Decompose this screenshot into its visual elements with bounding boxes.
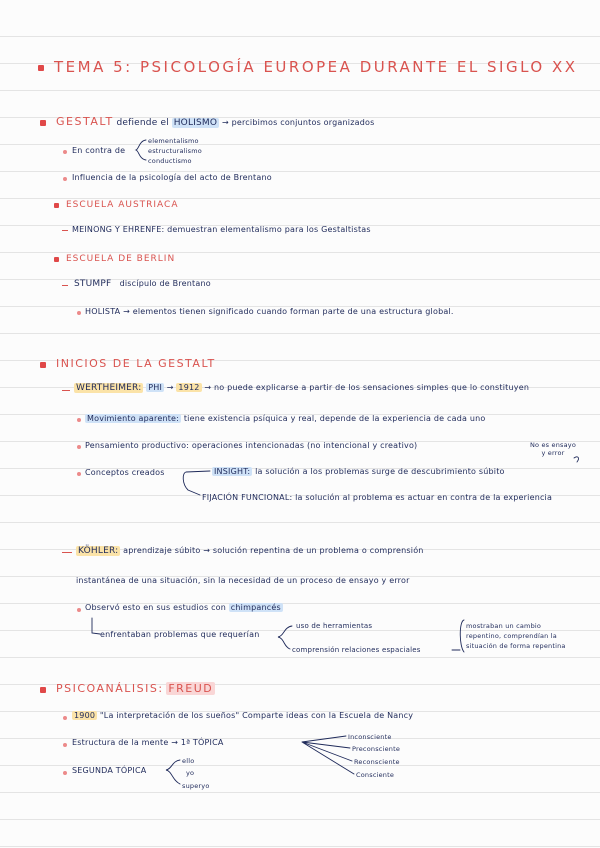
gestalt-heading: GESTALT bbox=[56, 115, 114, 128]
insight-description: la solución a los problemas surge de descubrimiento súbito bbox=[255, 467, 505, 476]
kohler-line2: instantánea de una situación, sin la necesidad de un proceso de ensayo y error bbox=[76, 576, 410, 585]
insight-highlight: INSIGHT: bbox=[214, 467, 251, 476]
holista-text: HOLISTA → elementos tienen significado cuando forman parte de una estructura global. bbox=[85, 307, 454, 316]
brace-segunda bbox=[166, 760, 180, 784]
brace-conceptos bbox=[183, 471, 210, 495]
berlin-heading: ESCUELA DE BERLIN bbox=[66, 254, 176, 264]
topica2-item: superyo bbox=[182, 782, 210, 790]
meinong-text: MEINONG Y EHRENFE: demuestran elementalismo para los Gestaltistas bbox=[72, 225, 371, 234]
influencia-text: Influencia de la psicología del acto de Brentano bbox=[72, 173, 272, 182]
wertheimer-name: WERTHEIMER: bbox=[76, 383, 142, 393]
year-1900: 1900 bbox=[74, 711, 96, 720]
right-note: mostraban un cambio bbox=[466, 622, 542, 630]
year-1912: 1912 bbox=[178, 383, 200, 392]
psicoanalisis-heading: PSICOANÁLISIS: bbox=[56, 682, 164, 695]
wertheimer-description: → no puede explicarse a partir de los sensaciones simples que lo constituyen bbox=[204, 383, 530, 392]
right-note: situación de forma repentina bbox=[466, 642, 566, 650]
kohler-name: KÖHLER: bbox=[78, 546, 119, 556]
pensamiento-text: Pensamiento productivo: operaciones intencionadas (no intencional y creativo) bbox=[85, 441, 418, 450]
holismo-highlight: HOLISMO bbox=[173, 118, 218, 128]
austriaca-heading: ESCUELA AUSTRIACA bbox=[66, 200, 179, 210]
contra-label: En contra de bbox=[72, 146, 126, 155]
requirement-item: comprensión relaciones espaciales bbox=[292, 646, 421, 654]
contra-item: elementalismo bbox=[148, 137, 199, 145]
wertheimer-line: WERTHEIMER: PHI → 1912 → no puede explicarse a partir de los sensaciones simples que lo constituyen bbox=[76, 383, 530, 393]
topica1-item: Consciente bbox=[356, 771, 395, 779]
topica2-item: ello bbox=[182, 757, 195, 765]
interpretacion-text: "La interpretación de los sueños" Comparte ideas con la Escuela de Nancy bbox=[99, 711, 414, 720]
chimpances-highlight: chimpancés bbox=[230, 603, 281, 612]
bracket-mostraban bbox=[460, 620, 464, 652]
inicios-heading: INICIOS DE LA GESTALT bbox=[56, 357, 216, 370]
holismo-description: → percibimos conjuntos organizados bbox=[221, 118, 375, 127]
hook-enfrentaban bbox=[92, 618, 100, 634]
topica2-item: yo bbox=[186, 769, 195, 777]
conceptos-label: Conceptos creados bbox=[85, 468, 165, 477]
movimiento-label: Movimiento aparente: bbox=[87, 414, 180, 423]
observo-text: Observó esto en sus estudios con bbox=[85, 603, 227, 612]
fijacion-text: FIJACIÓN FUNCIONAL: la solución al problema es actuar en contra de la experiencia bbox=[202, 493, 553, 502]
contra-item: conductismo bbox=[148, 157, 192, 165]
estructura-text: Estructura de la mente → 1ª TÓPICA bbox=[72, 738, 224, 747]
stumpf-name: STUMPF bbox=[74, 279, 112, 289]
page-title: TEMA 5: PSICOLOGÍA EUROPEA DURANTE EL SIGLO XX bbox=[54, 58, 578, 76]
movimiento-description: tiene existencia psíquica y real, depende de la experiencia de cada uno bbox=[183, 414, 486, 423]
phi-highlight: PHI bbox=[148, 383, 163, 392]
topica1-item: Inconsciente bbox=[348, 733, 392, 741]
note-no-ensayo: No es ensayo y error bbox=[529, 441, 577, 457]
segunda-text: SEGUNDA TÓPICA bbox=[72, 766, 147, 775]
requirement-item: uso de herramientas bbox=[296, 622, 373, 630]
right-note: repentino, comprendían la bbox=[466, 632, 557, 640]
brace-contra bbox=[136, 140, 146, 160]
stumpf-description: discípulo de Brentano bbox=[119, 279, 211, 288]
contra-item: estructuralismo bbox=[148, 147, 202, 155]
brace-requerian bbox=[278, 626, 292, 649]
note-arrow bbox=[574, 457, 578, 462]
fan-topica1 bbox=[302, 736, 354, 774]
enfrentaban-text: enfrentaban problemas que requerían bbox=[100, 630, 260, 639]
freud-name: FREUD bbox=[168, 682, 214, 695]
topica1-item: Reconsciente bbox=[354, 758, 400, 766]
gestalt-defiende: defiende el bbox=[116, 118, 169, 128]
kohler-line1: aprendizaje súbito → solución repentina de un problema o comprensión bbox=[123, 546, 424, 555]
topica1-item: Preconsciente bbox=[352, 745, 401, 753]
